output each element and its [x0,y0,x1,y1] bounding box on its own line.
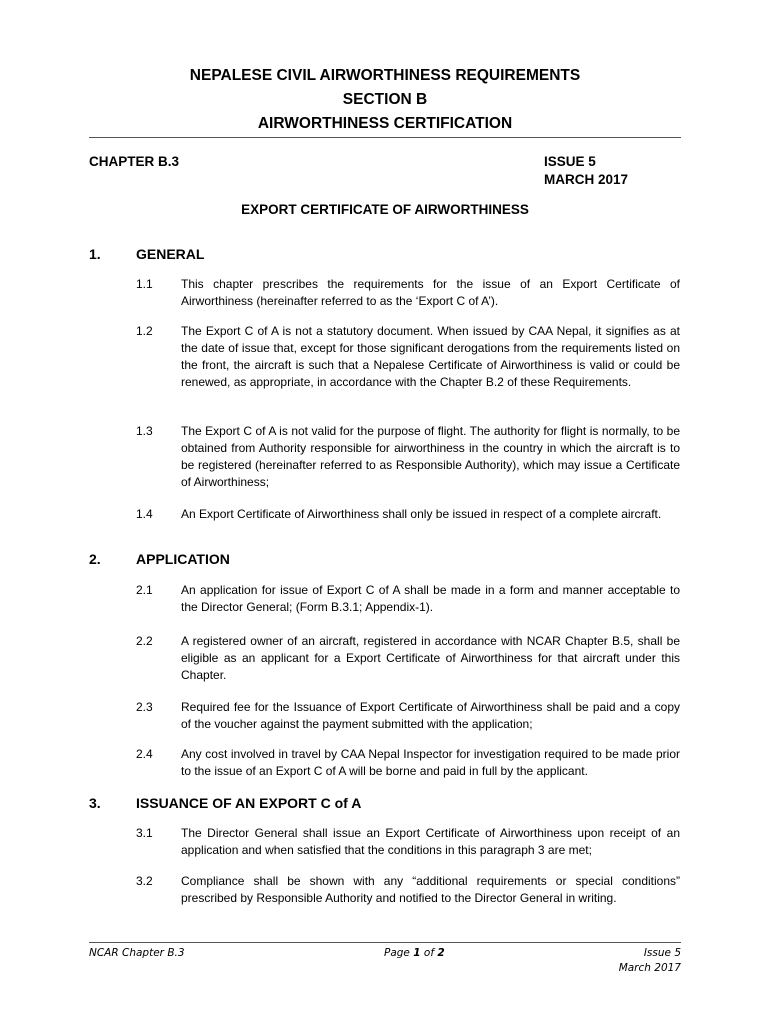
header-line-2: SECTION B [342,91,428,108]
page-prefix: Page [384,947,410,959]
paragraph-text: The Export C of A is not a statutory document. When issued by CAA Nepal, it signifies as at the date of issue that, except for those significant derogations from the requirements listed on the front, the aircraft is such that a Nepalese Certificate of Airworthiness is valid or could be renewed, as appropriate, in accordance with the Chapter B.2 of these Requirements. [181,324,680,389]
chapter-label: CHAPTER B.3 [89,154,180,169]
paragraph-text: This chapter prescribes the requirements for the issue of an Export Certificate of Airworthiness (hereinafter referred to as the ‘Export C of A’). [181,277,680,308]
paragraph-text: The Export C of A is not valid for the purpose of flight. The authority for flight is normally, to be obtained from Authority responsible for airworthiness in the country in which the aircraft is to be registered (hereinafter referred to as Responsible Authority), which may issue a Certificate of Airworthiness; [181,424,680,489]
paragraph-number: 1.2 [136,324,153,338]
paragraph-text: The Director General shall issue an Export Certificate of Airworthiness upon receipt of an application and when satisfied that the conditions in this paragraph 3 are met; [181,826,680,857]
paragraph-text: An application for issue of Export C of A shall be made in a form and manner acceptable to the Director General; (Form B.3.1; Appendix-1). [181,583,680,614]
section-number: 3. [89,795,101,811]
header-line-1: NEPALESE CIVIL AIRWORTHINESS REQUIREMENTS [189,67,581,84]
paragraph-number: 3.2 [136,874,153,888]
footer-page-number [384,946,504,961]
issue-label: ISSUE 5 [544,154,596,169]
paragraph-text: A registered owner of an aircraft, registered in accordance with NCAR Chapter B.5, shall be eligible as an applicant for a Export Certificate of Airworthiness for that aircraft under this Chapter. [181,634,680,682]
header-rule [89,137,681,138]
paragraph-number: 1.3 [136,424,153,438]
paragraph-number: 2.3 [136,700,153,714]
page-current: 1 [413,947,421,959]
paragraph-number: 1.1 [136,277,153,291]
paragraph-text: Required fee for the Issuance of Export Certificate of Airworthiness shall be paid and a copy of the voucher against the payment submitted with the application; [181,700,680,731]
paragraph-number: 2.4 [136,747,153,761]
paragraph-number: 2.2 [136,634,153,648]
paragraph-number: 1.4 [136,507,153,521]
section-title: APPLICATION [136,551,230,567]
paragraph-number: 2.1 [136,583,153,597]
document-title: EXPORT CERTIFICATE OF AIRWORTHINESS [241,202,529,217]
footer-issue: Issue 5 [643,947,681,959]
paragraph-number: 3.1 [136,826,153,840]
paragraph-text: Any cost involved in travel by CAA Nepal Inspector for investigation required to be made prior to the issue of an Export C of A will be borne and paid in full by the applicant. [181,747,680,778]
page-total: 2 [437,947,445,959]
page-of: of [423,947,435,959]
footer-date: March 2017 [618,962,681,974]
section-number: 1. [89,246,101,262]
footer-chapter: NCAR Chapter B.3 [89,947,185,959]
section-title: ISSUANCE OF AN EXPORT C of A [136,795,362,811]
footer-rule [89,942,681,943]
section-title: GENERAL [136,246,205,262]
paragraph-text: Compliance shall be shown with any “additional requirements or special conditions” prescribed by Responsible Authority and notified to the Director General in writing. [181,874,680,905]
paragraph-text: An Export Certificate of Airworthiness shall only be issued in respect of a complete aircraft. [181,507,662,521]
issue-date: MARCH 2017 [544,172,629,187]
header-line-3: AIRWORTHINESS CERTIFICATION [257,115,513,132]
section-number: 2. [89,551,101,567]
